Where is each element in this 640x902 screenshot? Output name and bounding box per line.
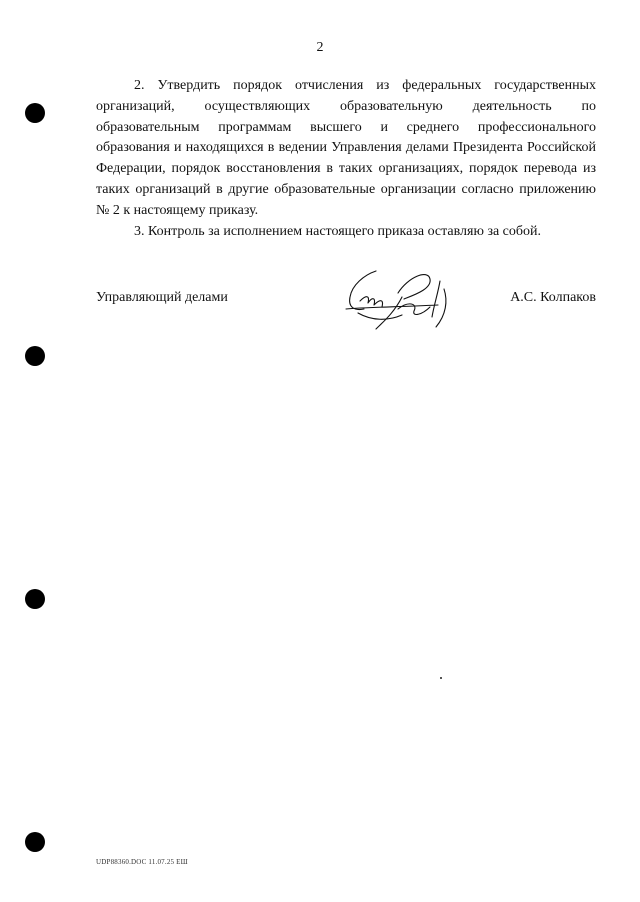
punch-hole bbox=[25, 346, 45, 366]
page-number: 2 bbox=[316, 40, 324, 55]
handwritten-signature bbox=[338, 265, 468, 340]
signatory-title: Управляющий делами bbox=[96, 290, 228, 305]
scan-speck bbox=[440, 677, 442, 679]
footer-document-code: UDP88360.DOC 11.07.25 ЕШ bbox=[96, 858, 188, 866]
punch-hole bbox=[25, 832, 45, 852]
paragraph-3: 3. Контроль за исполнением настоящего приказа оставляю за собой. bbox=[134, 223, 542, 239]
punch-hole bbox=[25, 589, 45, 609]
document-body bbox=[96, 76, 596, 242]
signatory-name: А.С. Колпаков bbox=[510, 290, 596, 305]
punch-hole bbox=[25, 103, 45, 123]
paragraph-2: 2. Утвердить порядок отчисления из федеральных государственных организаций, осуществляющих образовательную деятельность по образовательным программам высшего и среднего профессионального образования и находящихся в ведении Управления делами Президента Российской Федерации, порядок восстановления в таких организациях, порядок перевода из таких организаций в другие образовательные организации согласно приложению № 2 к настоящему приказу. bbox=[96, 78, 596, 218]
